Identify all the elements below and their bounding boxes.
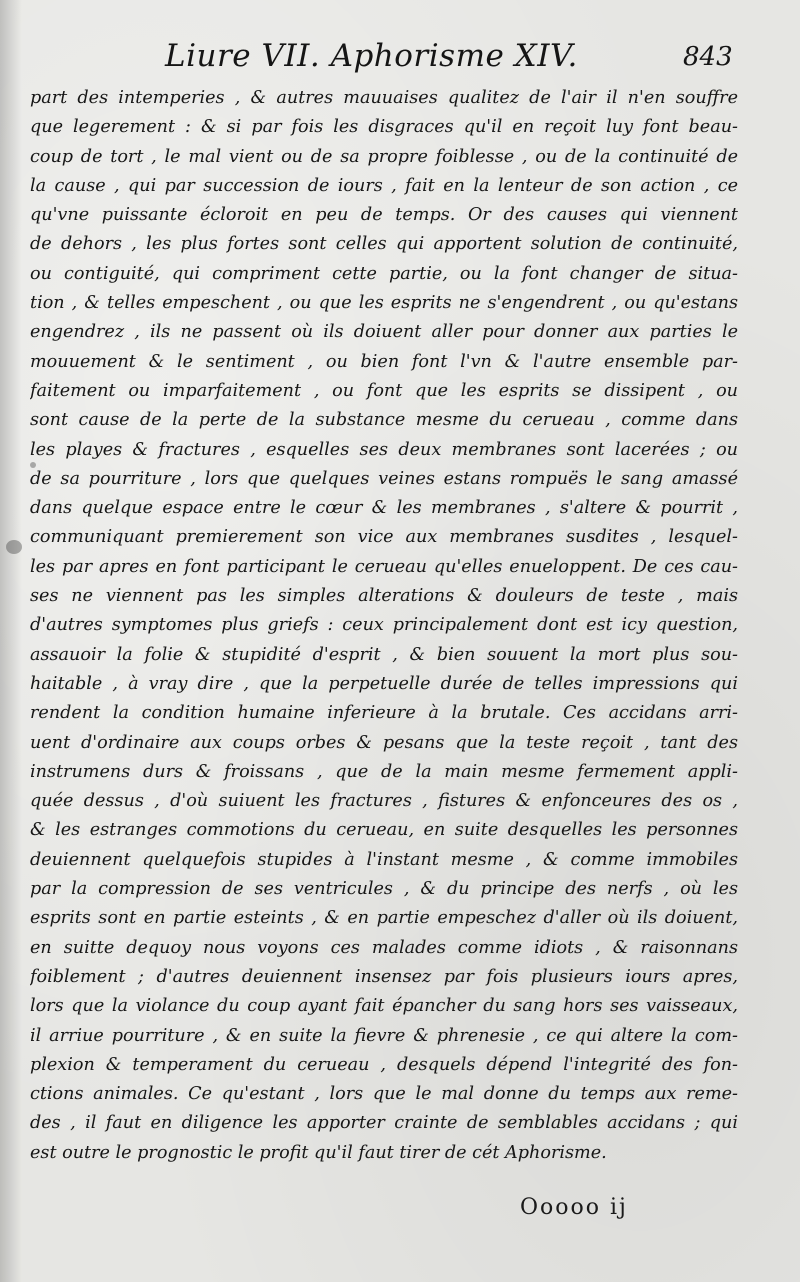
- text-line: assauoir la folie & stupidité d'esprit , & bien souuent la mort plus sou-: [30, 644, 738, 665]
- text-line: communiquant premierement son vice aux membranes susdites , lesquel-: [30, 527, 738, 548]
- text-line: foiblement ; d'autres deuiennent insensez par fois plusieurs iours apres,: [30, 966, 738, 987]
- text-line: coup de tort , le mal vient ou de sa propre foiblesse , ou de la continuité de: [30, 146, 738, 167]
- ink-blot-mark: [6, 540, 22, 554]
- text-line: qu'vne puissante écloroit en peu de temps. Or des causes qui viennent: [30, 205, 738, 226]
- text-line: tion , & telles empeschent , ou que les esprits ne s'engendrent , ou qu'estans: [30, 293, 738, 314]
- text-line: les par apres en font participant le cerueau qu'elles enueloppent. De ces cau-: [30, 556, 738, 577]
- text-line: que legerement : & si par fois les disgraces qu'il en reçoit luy font beau-: [30, 117, 738, 138]
- text-line: faitement ou imparfaitement , ou font que les esprits se dissipent , ou: [30, 380, 738, 401]
- text-line: quée dessus , d'où suiuent les fractures , fistures & enfonceures des os ,: [30, 791, 738, 812]
- running-head: Liure VII. Aphorisme XIV.: [165, 38, 578, 74]
- text-line: de sa pourriture , lors que quelques veines estans rompuës le sang amassé: [30, 468, 738, 489]
- text-line: ses ne viennent pas les simples alterations & douleurs de teste , mais: [30, 586, 738, 607]
- text-line: rendent la condition humaine inferieure à la brutale. Ces accidans arri-: [30, 703, 738, 724]
- text-line: d'autres symptomes plus griefs : ceux principalement dont est icy question,: [30, 615, 738, 636]
- text-line: lors que la violance du coup ayant fait épancher du sang hors ses vaisseaux,: [30, 996, 738, 1017]
- text-line: des , il faut en diligence les apporter crainte de semblables accidans ; qui: [30, 1113, 738, 1134]
- text-line: haitable , à vray dire , que la perpetuelle durée de telles impressions qui: [30, 673, 738, 694]
- text-line: ou contiguité, qui compriment cette partie, ou la font changer de situa-: [30, 263, 738, 284]
- body-text: [30, 84, 738, 1168]
- text-line: uent d'ordinaire aux coups orbes & pesans que la teste reçoit , tant des: [30, 732, 738, 753]
- text-line: les playes & fractures , esquelles ses deux membranes sont lacerées ; ou: [30, 439, 738, 460]
- text-line: par la compression de ses ventricules , & du principe des nerfs , où les: [30, 879, 738, 900]
- page-header: [0, 38, 800, 88]
- text-line: deuiennent quelquefois stupides à l'instant mesme , & comme immobiles: [30, 849, 738, 870]
- text-line: de dehors , les plus fortes sont celles qui apportent solution de continuité,: [30, 234, 738, 255]
- text-line: il arriue pourriture , & en suite la fievre & phrenesie , ce qui altere la com-: [30, 1025, 738, 1046]
- text-line: engendrez , ils ne passent où ils doiuent aller pour donner aux parties le: [30, 322, 738, 343]
- text-line: instrumens durs & froissans , que de la main mesme fermement appli-: [30, 761, 738, 782]
- text-line: est outre le prognostic le profit qu'il faut tirer de cét Aphorisme.: [30, 1142, 607, 1163]
- text-line: & les estranges commotions du cerueau, en suite desquelles les personnes: [30, 820, 738, 841]
- text-line: ctions animales. Ce qu'estant , lors que le mal donne du temps aux reme-: [30, 1084, 738, 1105]
- text-line: en suitte dequoy nous voyons ces malades comme idiots , & raisonnans: [30, 937, 738, 958]
- text-line: dans quelque espace entre le cœur & les membranes , s'altere & pourrit ,: [30, 498, 738, 519]
- text-line: plexion & temperament du cerueau , desquels dépend l'integrité des fon-: [30, 1054, 738, 1075]
- signature-mark: Ooooo ij: [520, 1195, 628, 1220]
- page-number: 843: [683, 42, 733, 72]
- text-line: part des intemperies , & autres mauuaises qualitez de l'air il n'en souffre: [30, 88, 738, 108]
- text-line: la cause , qui par succession de iours , fait en la lenteur de son action , ce: [30, 175, 738, 196]
- text-line: esprits sont en partie esteints , & en partie empeschez d'aller où ils doiuent,: [30, 908, 738, 929]
- text-line: mouuement & le sentiment , ou bien font l'vn & l'autre ensemble par-: [30, 351, 738, 372]
- text-line: sont cause de la perte de la substance mesme du cerueau , comme dans: [30, 410, 738, 431]
